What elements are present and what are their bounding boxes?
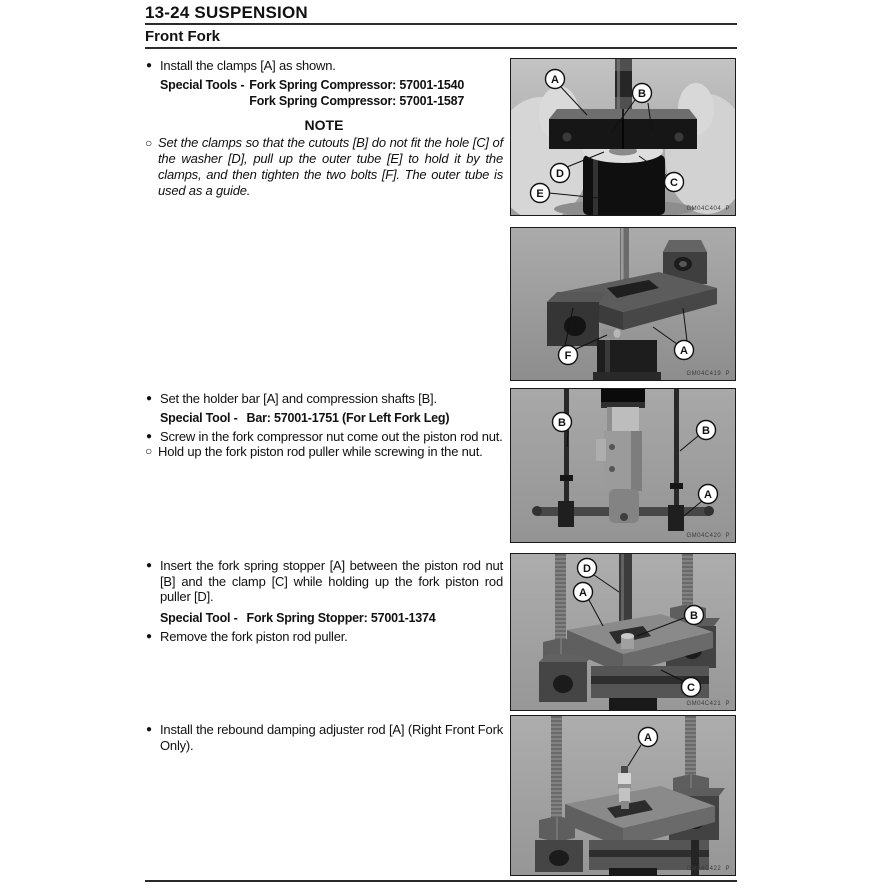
photo-adjuster-rod-illustration [511,716,735,875]
step-screw-nut [145,429,503,445]
special-tool-1: Fork Spring Compressor: 57001-1540 [249,77,465,92]
note-title: NOTE [304,116,344,133]
svg-text:B: B [702,425,710,437]
circle-marker: ○ [145,135,153,150]
step-text: Set the holder bar [A] and compression shafts [B]. [160,391,437,406]
photo-holder-bar-illustration [511,389,735,542]
step-text: Remove the fork piston rod puller. [160,628,348,644]
step-block-spring-stopper [145,558,503,644]
svg-text:A: A [680,345,688,357]
photo-clamps-illustration [511,59,735,215]
svg-text:C: C [670,177,678,189]
step-text: Install the rebound damping adjuster rod [A] (Right Front Fork Only). [160,722,503,753]
svg-text:D: D [556,168,564,180]
photo-holder-bar [510,388,736,543]
special-tool-label: Special Tool - [160,410,238,425]
special-tool-value: Fork Spring Stopper: 57001-1374 [246,610,436,625]
photo-code: GM04C404 P [686,206,730,212]
svg-text:B: B [558,417,566,429]
page-title: 13-24 SUSPENSION [145,3,308,22]
photo-clamp-assembly-illustration [511,228,735,380]
subsection-rule [145,47,737,49]
step-text: Install the clamps [A] as shown. [160,58,336,73]
note-body [145,135,503,199]
svg-text:E: E [536,188,544,200]
photo-code: GM04C419 P [686,371,730,377]
svg-text:B: B [690,610,698,622]
step-text: Screw in the fork compressor nut come out the piston rod nut. [160,428,503,444]
bullet-marker: ● [146,430,152,442]
note-text: Set the clamps so that the cutouts [B] do not fit the hole [C] of the washer [D], pull up the outer tube [E] to hold it by the clamps, and then tighten the two bolts [F]. The outer tube is used as a guide. [158,134,503,198]
photo-adjuster-rod [510,715,736,876]
step-set-holder-bar [145,391,503,407]
clamp [549,109,697,149]
bullet-marker: ● [146,560,152,571]
bullet-marker: ● [146,60,152,71]
substep-text: Hold up the fork piston rod puller while screwing in the nut. [158,444,483,459]
bullet-marker: ● [146,724,152,735]
special-tool [160,410,503,426]
photo-clamps-install [510,58,736,216]
step-install-adjuster [145,722,503,753]
svg-text:A: A [704,489,712,501]
svg-text:F: F [564,350,572,362]
special-tool-value: Bar: 57001-1751 (For Left Fork Leg) [246,410,450,425]
step-block-holder-bar [145,391,503,460]
bullet-marker: ● [146,393,152,404]
svg-text:C: C [687,682,695,694]
substep-hold-puller [145,444,503,460]
special-tool [160,610,503,626]
page-bottom-rule [145,880,737,882]
left-clamp-block [547,292,607,346]
special-tools [160,77,503,109]
step-block-adjuster-rod [145,722,503,753]
special-tool-2: Fork Spring Compressor: 57001-1587 [249,93,465,108]
fork-outer-tube [593,340,661,380]
step-remove-puller [145,629,503,645]
svg-text:D: D [583,563,591,575]
special-tool-label: Special Tool - [160,610,238,625]
piston-rod-nut [621,633,634,649]
step-install-clamps [145,58,503,74]
photo-clamps-tightened [510,227,736,381]
step-block-clamps [145,58,503,199]
title-rule [145,23,737,25]
photo-code: GM04C422 P [686,866,730,872]
svg-text:A: A [644,732,652,744]
photo-spring-stopper-illustration [511,554,735,710]
svg-text:A: A [551,74,559,86]
step-text: Insert the fork spring stopper [A] between the piston rod nut [B] and the clamp [C] while holding up the fork piston rod puller [D]. [160,558,503,604]
photo-code: GM04C420 P [686,533,730,539]
subsection-title: Front Fork [145,28,220,45]
special-tools-label: Special Tools - [160,77,245,92]
svg-text:A: A [579,587,587,599]
step-insert-stopper [145,558,503,605]
bullet-marker: ● [146,630,152,642]
svg-text:B: B [638,88,646,100]
photo-spring-stopper [510,553,736,711]
circle-marker: ○ [145,444,153,458]
photo-code: GM04C421 P [686,701,730,707]
outer-tube [583,155,665,215]
